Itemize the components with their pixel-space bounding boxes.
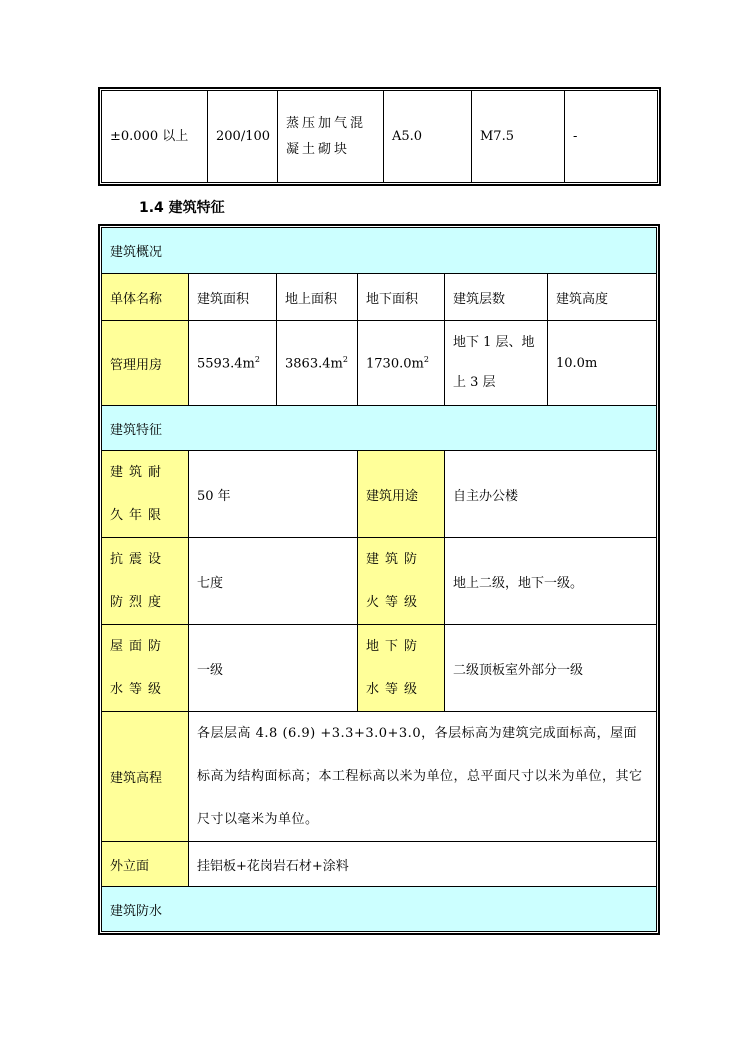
feature-label: 建筑耐久年限 bbox=[102, 451, 189, 538]
feature-label: 地下防水等级 bbox=[358, 625, 445, 712]
feature-label: 屋面防水等级 bbox=[102, 625, 189, 712]
facade-value: 挂铝板+花岗岩石材+涂料 bbox=[189, 842, 657, 887]
total-area: $5593.4m^2$ bbox=[189, 321, 277, 406]
feature-label: 抗震设防烈度 bbox=[102, 538, 189, 625]
material-table bbox=[101, 90, 658, 183]
feature-label: 建筑用途 bbox=[358, 451, 445, 538]
facade-label: 外立面 bbox=[102, 842, 189, 887]
table-row bbox=[102, 91, 658, 183]
elevation-range: ±0.000 以上 bbox=[102, 91, 208, 183]
elevation-text: 各层层高 4.8 (6.9) +3.3+3.0+3.0，各层标高为建筑完成面标高，屋面标高为结构面标高；本工程标高以米为单位，总平面尺寸以米为单位，其它尺寸以毫米为单位。 bbox=[189, 712, 657, 842]
column-header: 单体名称 bbox=[102, 274, 189, 321]
column-header: 地下面积 bbox=[358, 274, 445, 321]
block-size: 200/100 bbox=[208, 91, 278, 183]
column-header: 建筑高度 bbox=[548, 274, 657, 321]
building-name: 管理用房 bbox=[102, 321, 189, 406]
overview-header: 建筑概况 bbox=[102, 228, 657, 274]
waterproof-header: 建筑防水 bbox=[102, 887, 657, 932]
block-material: 蒸压加气混凝土砌块 bbox=[278, 91, 384, 183]
above-ground-area: $3863.4m^2$ bbox=[277, 321, 358, 406]
column-header: 建筑面积 bbox=[189, 274, 277, 321]
remark: - bbox=[565, 91, 658, 183]
elevation-label: 建筑高程 bbox=[102, 712, 189, 842]
column-header: 建筑层数 bbox=[445, 274, 548, 321]
column-header: 地上面积 bbox=[277, 274, 358, 321]
feature-value: 50 年 bbox=[189, 451, 358, 538]
block-strength: A5.0 bbox=[384, 91, 472, 183]
feature-label: 建筑防火等级 bbox=[358, 538, 445, 625]
mortar-grade: M7.5 bbox=[472, 91, 565, 183]
feature-value: 一级 bbox=[189, 625, 358, 712]
feature-value: 地上二级，地下一级。 bbox=[445, 538, 657, 625]
building-features-table bbox=[101, 227, 657, 932]
building-height: 10.0m bbox=[548, 321, 657, 406]
floor-count: 地下 1 层、地上 3 层 bbox=[445, 321, 548, 406]
features-header: 建筑特征 bbox=[102, 406, 657, 451]
feature-value: 自主办公楼 bbox=[445, 451, 657, 538]
below-ground-area: $1730.0m^2$ bbox=[358, 321, 445, 406]
section-title: 1.4 建筑特征 bbox=[139, 200, 225, 216]
feature-value: 二级顶板室外部分一级 bbox=[445, 625, 657, 712]
feature-value: 七度 bbox=[189, 538, 358, 625]
